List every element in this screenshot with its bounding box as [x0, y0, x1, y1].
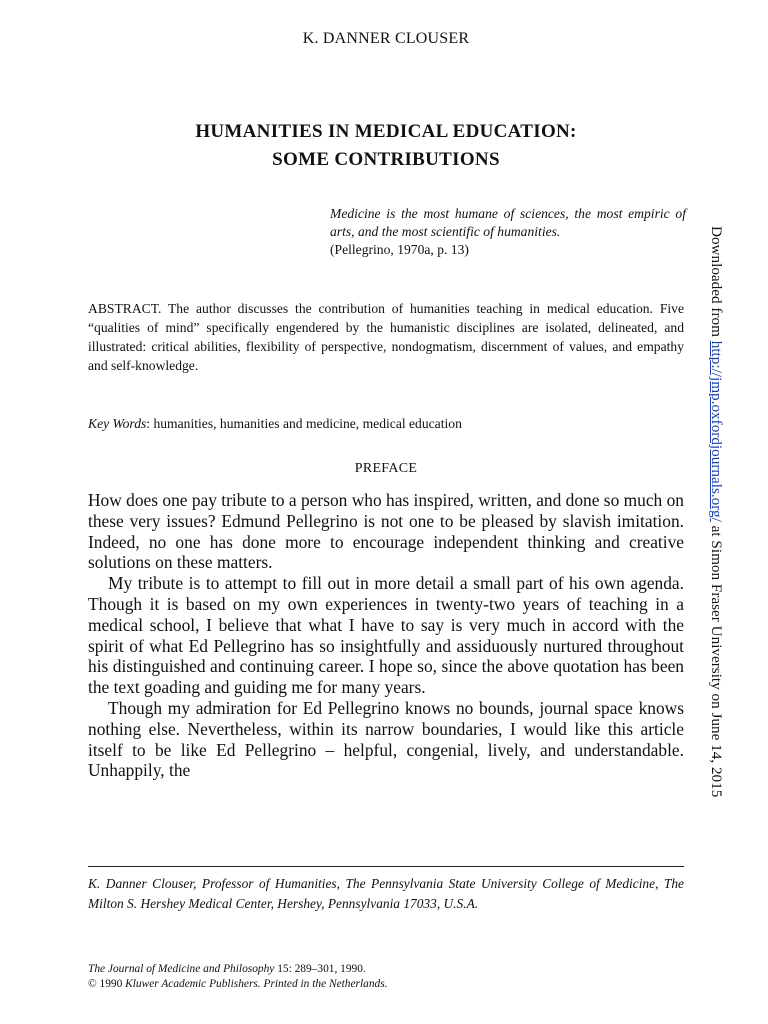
paragraph-2: My tribute is to attempt to fill out in more detail a small part of his own agenda. Though it is based on my own experiences in twenty-two years of teaching in a medical school, I believe that what I have to say is very much in accord with the spirit of what Ed Pellegrino has so insightfully and assiduously nurtured throughout his distinguished and continuing career. I hope so, since the above quotation has been the text goading and guiding me for many years.	[88, 573, 684, 698]
title-line-1: HUMANITIES IN MEDICAL EDUCATION:	[195, 121, 577, 142]
keywords	[88, 414, 684, 433]
journal-citation-line	[88, 962, 684, 977]
footnote-divider	[88, 866, 684, 867]
epigraph-citation: (Pellegrino, 1970a, p. 13)	[330, 242, 469, 257]
copyright-year: © 1990	[88, 978, 126, 990]
title-line-2: SOME CONTRIBUTIONS	[272, 149, 500, 170]
journal-url-link[interactable]: http://jmp.oxfordjournals.org/	[708, 340, 725, 522]
journal-name: The Journal of Medicine and Philosophy	[88, 963, 275, 975]
paragraph-3: Though my admiration for Ed Pellegrino knows no bounds, journal space knows nothing else. Nevertheless, within its narrow boundaries, I would like this article itself to be like Ed Pellegrino – helpful, congenial, lively, and understandable. Unhappily, the	[88, 697, 684, 781]
publisher: Kluwer Academic Publishers. Printed in the Netherlands.	[125, 978, 388, 990]
keywords-label: Key Words	[88, 416, 147, 431]
copyright-line	[88, 977, 684, 992]
article-title	[88, 118, 684, 174]
preface-body	[88, 490, 684, 781]
epigraph	[330, 205, 686, 259]
running-head-author: K. DANNER CLOUSER	[302, 30, 470, 47]
epigraph-quote: Medicine is the most humane of sciences, the most empiric of arts, and the most scientific of humanities.	[330, 206, 686, 239]
abstract: ABSTRACT. The author discusses the contribution of humanities teaching in medical education. Five “qualities of mind” specifically engendered by the humanistic disciplines are isolated, delineated, and illustrated: critical abilities, flexibility of perspective, nondogmatism, discernment of values, and empathy and self-knowledge.	[88, 301, 684, 373]
download-suffix: at Simon Fraser University on June 14, 2015	[708, 521, 725, 798]
download-watermark	[705, 226, 727, 806]
author-affiliation-footnote: K. Danner Clouser, Professor of Humanities, The Pennsylvania State University College of Medicine, The Milton S. Hershey Medical Center, Hershey, Pennsylvania 17033, U.S.A.	[88, 876, 684, 911]
paragraph-1: How does one pay tribute to a person who has inspired, written, and done so much on these very issues? Edmund Pellegrino is not one to be pleased by slavish imitation. Indeed, no one has done more to encourage independent thinking and creative solutions on these matters.	[88, 490, 684, 573]
section-heading-preface: PREFACE	[354, 461, 418, 476]
volume-pages-year: 15: 289–301, 1990.	[274, 963, 366, 975]
journal-citation	[88, 962, 684, 992]
keywords-list: : humanities, humanities and medicine, medical education	[146, 416, 462, 431]
download-prefix: Downloaded from	[708, 226, 725, 341]
